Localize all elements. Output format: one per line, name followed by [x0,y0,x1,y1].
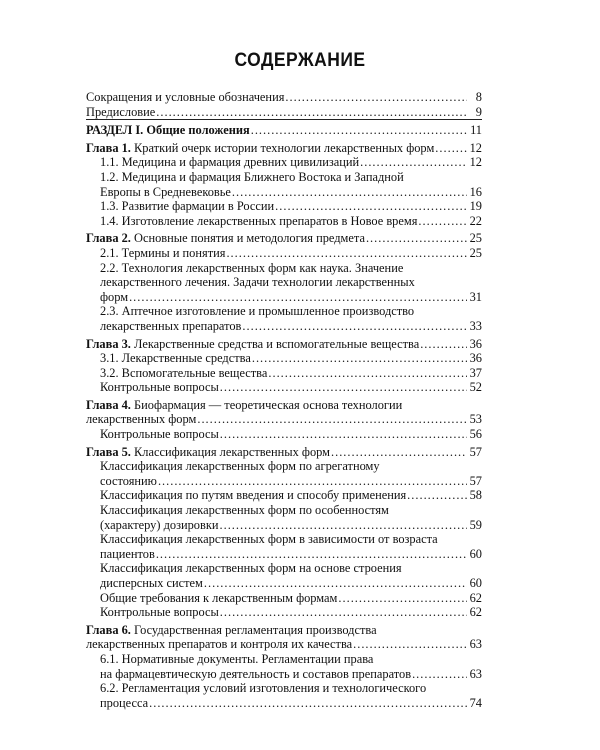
dot-leader [420,337,467,352]
toc-entry-heading: Глава 4. [86,397,131,412]
dot-leader [156,547,467,562]
toc-entry-heading: Глава 5. [86,444,131,459]
toc-entry [86,105,482,120]
toc-entry-line: Контрольные вопросы [100,427,219,442]
toc-entry-text [100,547,155,562]
dot-leader [220,605,467,620]
toc-entry [86,304,482,333]
toc-entry-heading: Глава 6. [86,622,131,637]
toc-entry-text [100,380,219,395]
toc-entry [86,231,482,246]
toc-entry [86,591,482,606]
toc-entry-line: на фармацевтическую деятельность и составов препаратов [100,666,412,681]
toc-entry-text [86,123,250,138]
dot-leader [158,474,467,489]
toc-entry-line: 2.2. Технология лекарственных форм как наука. Значение [100,260,404,275]
toc-entry [86,214,482,229]
section-divider [86,119,482,120]
toc-entry-text [86,637,352,652]
dot-leader [407,488,467,503]
toc-entry-text [100,304,414,318]
toc-entry-text [86,231,365,246]
dot-leader [251,123,467,138]
dot-leader [252,351,467,366]
toc-entry [86,141,482,156]
dot-leader [220,518,468,533]
toc-page-number: 53 [469,412,482,427]
toc-entry-text [100,366,267,381]
toc-entry-line: Биофармация — теоретическая основа технологии [130,397,403,412]
toc-entry-line: лекарственных препаратов [100,318,242,333]
toc-entry-line: Государственная регламентация производства [130,622,377,637]
toc-entry-line: 1.2. Медицина и фармация Ближнего Востока и Западной [100,169,404,184]
toc-page-number: 57 [469,473,482,488]
toc-entry [86,459,482,488]
toc-page-number: 62 [469,590,482,605]
toc-entry-heading: РАЗДЕЛ I. Общие положения [86,123,250,138]
toc-entry-line: Классификация лекарственных форм по агрегатному [100,459,380,474]
toc-entry [86,170,482,199]
toc-entry-line: Предисловие [86,104,156,119]
toc-entry-line: Классификация лекарственных форм по особенностям [100,503,389,518]
toc-entry [86,427,482,442]
toc-entry [86,503,482,532]
toc-page-number: 63 [469,666,482,681]
toc-entry-text [100,155,359,170]
toc-page-number: 60 [469,576,482,590]
toc-entry-line: Общие требования к лекарственным формам [100,590,338,605]
dot-leader [220,380,467,395]
toc-entry-text [100,246,225,261]
dot-leader [197,412,467,427]
toc-entry-line: Классификация лекарственных форм в зависимости от возраста [100,532,438,547]
toc-entry-text [86,90,284,105]
toc-page-number: 36 [469,336,482,351]
dot-leader [418,214,467,229]
toc-page-number: 52 [469,380,482,395]
toc-entry-text [100,576,203,591]
table-of-contents [86,90,482,710]
toc-page-number: 36 [469,351,482,366]
toc-entry-text [100,605,219,620]
toc-entry-line: Классификация лекарственных форм [130,444,331,459]
toc-entry-line: 3.1. Лекарственные средства [100,351,251,366]
dot-leader [220,427,467,442]
toc-entry-text [100,351,251,366]
toc-entry [86,337,482,352]
toc-entry-text [100,591,337,606]
toc-entry-text [86,105,155,120]
toc-entry [86,488,482,503]
dot-leader [232,185,467,200]
toc-entry-line: процесса [100,695,149,710]
toc-entry [86,681,482,710]
toc-entry [86,155,482,170]
dot-leader [331,445,467,460]
dot-leader [353,637,467,652]
toc-entry-text [100,652,373,666]
toc-entry-line: лекарственного лечения. Задачи технологии лекарственных [100,275,415,290]
toc-entry-line: форм [100,289,129,304]
toc-entry [86,623,482,652]
toc-entry-text [100,214,417,229]
toc-page-number: 63 [469,637,482,652]
toc-entry-text [100,290,128,305]
toc-entry-text [86,623,377,637]
toc-entry [86,532,482,561]
toc-page-number: 31 [469,289,482,304]
dot-leader [242,319,467,334]
toc-page-number: 59 [469,517,482,532]
page-title: СОДЕРЖАНИЕ [234,50,366,71]
toc-entry-line: Классификация лекарственных форм на основе строения [100,561,402,576]
toc-entry-line: Классификация по путям введения и способу применения [100,488,407,503]
toc-entry-text [100,170,404,184]
toc-entry-line: дисперсных систем [100,576,203,590]
dot-leader [129,290,467,305]
dot-leader [204,576,467,591]
dot-leader [156,105,467,120]
toc-page-number: 22 [469,213,482,228]
toc-entry-text [100,681,426,695]
toc-entry-text [100,185,231,200]
toc-entry-line: Контрольные вопросы [100,605,219,620]
toc-entry-line: Лекарственные средства и вспомогательные вещества [130,336,420,351]
toc-entry-heading: Глава 2. [86,231,131,246]
toc-entry-line: 6.2. Регламентация условий изготовления и технологического [100,681,427,696]
toc-page-number: 12 [469,140,482,155]
dot-leader [275,199,467,214]
toc-entry-line: Контрольные вопросы [100,380,219,395]
dot-leader [268,366,467,381]
toc-entry [86,261,482,305]
toc-entry-text [100,199,274,214]
dot-leader [435,141,467,156]
toc-entry-line: Европы в Средневековье [100,184,231,199]
toc-entry-text [100,474,157,489]
toc-page-number: 62 [469,605,482,620]
toc-page-number: 16 [469,184,482,199]
toc-entry-text [100,427,219,442]
toc-entry-text [86,398,402,412]
toc-entry [86,380,482,395]
toc-entry-line: лекарственных форм [86,412,197,427]
toc-entry-text [100,503,389,517]
dot-leader [360,155,467,170]
toc-entry-line: 1.4. Изготовление лекарственных препаратов в Новое время [100,213,418,228]
toc-entries [86,90,482,710]
toc-entry-heading: Глава 3. [86,336,131,351]
toc-page-number: 11 [470,123,482,138]
toc-entry-text [100,459,380,473]
toc-entry [86,605,482,620]
toc-entry-line: 1.1. Медицина и фармация древних цивилизаций [100,155,360,170]
toc-entry-text [86,445,330,460]
toc-page-number: 19 [469,199,482,214]
toc-entry-text [100,488,406,503]
toc-entry-text [100,275,415,289]
toc-entry [86,199,482,214]
toc-entry-text [100,319,241,334]
dot-leader [149,696,467,711]
toc-page-number: 58 [469,488,482,503]
toc-entry-line: Основные понятия и методология предмета [130,231,365,246]
toc-entry-line: 6.1. Нормативные документы. Регламентации права [100,651,374,666]
toc-page-number: 37 [469,365,482,380]
toc-entry-text [86,337,419,352]
toc-entry-text [86,141,434,156]
toc-entry-line: 2.3. Аптечное изготовление и промышленное производство [100,304,415,319]
toc-page-number: 9 [475,104,482,119]
toc-page-number: 60 [469,546,482,561]
toc-entry-text [100,532,438,546]
toc-entry [86,366,482,381]
toc-entry [86,123,482,138]
toc-entry [86,561,482,590]
dot-leader [412,667,467,682]
toc-page-number: 74 [469,695,482,710]
toc-page-number: 25 [469,245,482,260]
toc-entry-line: 1.3. Развитие фармации в России [100,199,275,214]
toc-page-number: 8 [475,90,482,104]
toc-entry-text [100,261,403,275]
dot-leader [285,90,467,105]
toc-entry [86,90,482,105]
toc-page-number: 25 [469,231,482,246]
dot-leader [338,591,467,606]
toc-entry-line: 2.1. Термины и понятия [100,245,226,260]
toc-entry-text [100,561,402,575]
toc-entry-line: (характеру) дозировки [100,517,219,532]
toc-entry-text [100,518,219,533]
toc-entry-heading: Глава 1. [86,140,131,155]
toc-entry-text [86,412,196,427]
toc-entry-line: Краткий очерк истории технологии лекарственных форм [130,140,435,155]
toc-entry-line: Сокращения и условные обозначения [86,90,285,104]
toc-page-number: 33 [469,318,482,333]
toc-entry [86,445,482,460]
dot-leader [366,231,467,246]
dot-leader [226,246,467,261]
toc-entry [86,652,482,681]
toc-entry [86,246,482,261]
toc-page-number: 56 [469,427,482,442]
toc-entry-text [100,696,148,711]
toc-page-number: 57 [469,444,482,459]
toc-entry-line: лекарственных препаратов и контроля их качества [86,637,353,652]
toc-page-number: 12 [469,155,482,170]
toc-entry-line: пациентов [100,546,155,561]
toc-entry [86,398,482,427]
toc-entry-text [100,667,411,682]
toc-entry-line: 3.2. Вспомогательные вещества [100,365,268,380]
toc-entry-line: состоянию [100,473,157,488]
toc-entry [86,351,482,366]
